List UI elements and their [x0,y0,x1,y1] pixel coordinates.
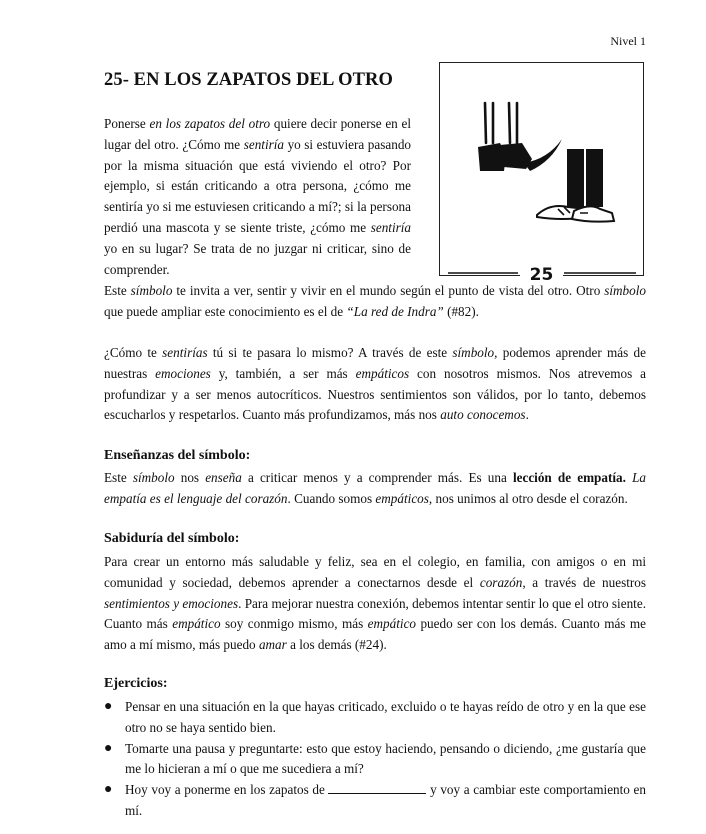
intro-paragraph-2: Este símbolo te invita a ver, sentir y vivir en el mundo según el punto de vista del otro. Otro símbolo que puede ampliar este conocimiento es el de “La red de Indra” (#82). [104,283,646,319]
teachings-paragraph: Este símbolo nos enseña a criticar menos y a comprender más. Es una lección de empatía. La empatía es el lenguaje del corazón. Cuando somos empáticos, nos unimos al otro desde el corazón. [104,470,647,506]
exercise-item: ● Tomarte una pausa y preguntarte: esto que estoy haciendo, pensando o diciendo, ¿me gustaría que me lo hicieran a mí o que me sucediera a mí? [104,740,646,777]
exercises-heading: Ejercicios: [104,676,168,691]
bullet-icon: ● [104,782,113,798]
wisdom-paragraph: Para crear un entorno más saludable y feliz, sea en el colegio, en familia, con amigos o en mi comunidad y sociedad, debemos aprender a conectarnos desde el corazón, a través de nuestros sentimientos y emociones. Para mejorar nuestra conexión, debemos intentar sentir lo que el otro siente. Cuanto más empático soy conmigo mismo, más empático puedo ser con los demás. Cuanto más me amo a mí mismo, más puedo amar a los demás (#24). [104,554,646,653]
wisdom-heading: Sabiduría del símbolo: [104,531,240,546]
symbol-number: 25 [440,265,643,285]
intro-paragraph-1: Ponerse en los zapatos del otro quiere decir ponerse en el lugar del otro. ¿Cómo me sentiría yo si estuviera pasando por la misma situación que está viviendo el otro? Por ejemplo, si están criticando a otra persona, ¿cómo me sentiría yo si me estuviesen criticando a mí?; si la persona perdió una mascota y se siente triste, ¿cómo me sentiría yo en su lugar? Se trata de no juzgar ni criticar, sino de comprender. [104,116,412,277]
bullet-icon: ● [104,740,113,756]
exercise-item: ● Hoy voy a ponerme en los zapatos de y voy a cambiar este comportamiento en mí. [104,782,646,818]
shoes-illustration-icon [440,63,643,275]
exercises-list [104,697,646,822]
symbol-figure [439,62,644,285]
teachings-heading: Enseñanzas del símbolo: [104,448,251,463]
bullet-icon: ● [104,699,113,714]
exercise-item: ● Pensar en una situación en la que hayas criticado, excluido o te hayas reído de otro y en la que ese otro no se haya sentido bien. [104,699,646,735]
level-label: Nivel 1 [610,34,646,48]
intro-paragraph-3: ¿Cómo te sentirías tú si te pasara lo mismo? A través de este símbolo, podemos aprender más de nuestras emociones y, también, a ser más empáticos con nosotros mismos. Nos atrevemos a profundizar y a ser menos autocríticos. Nuestros sentimientos son válidos, por lo tanto, debemos escucharlos y respetarlos. Cuanto más profundizamos, más nos auto conocemos. [104,345,646,423]
page-title: 25- EN LOS ZAPATOS DEL OTRO [104,70,393,90]
fill-in-blank[interactable] [328,782,426,794]
